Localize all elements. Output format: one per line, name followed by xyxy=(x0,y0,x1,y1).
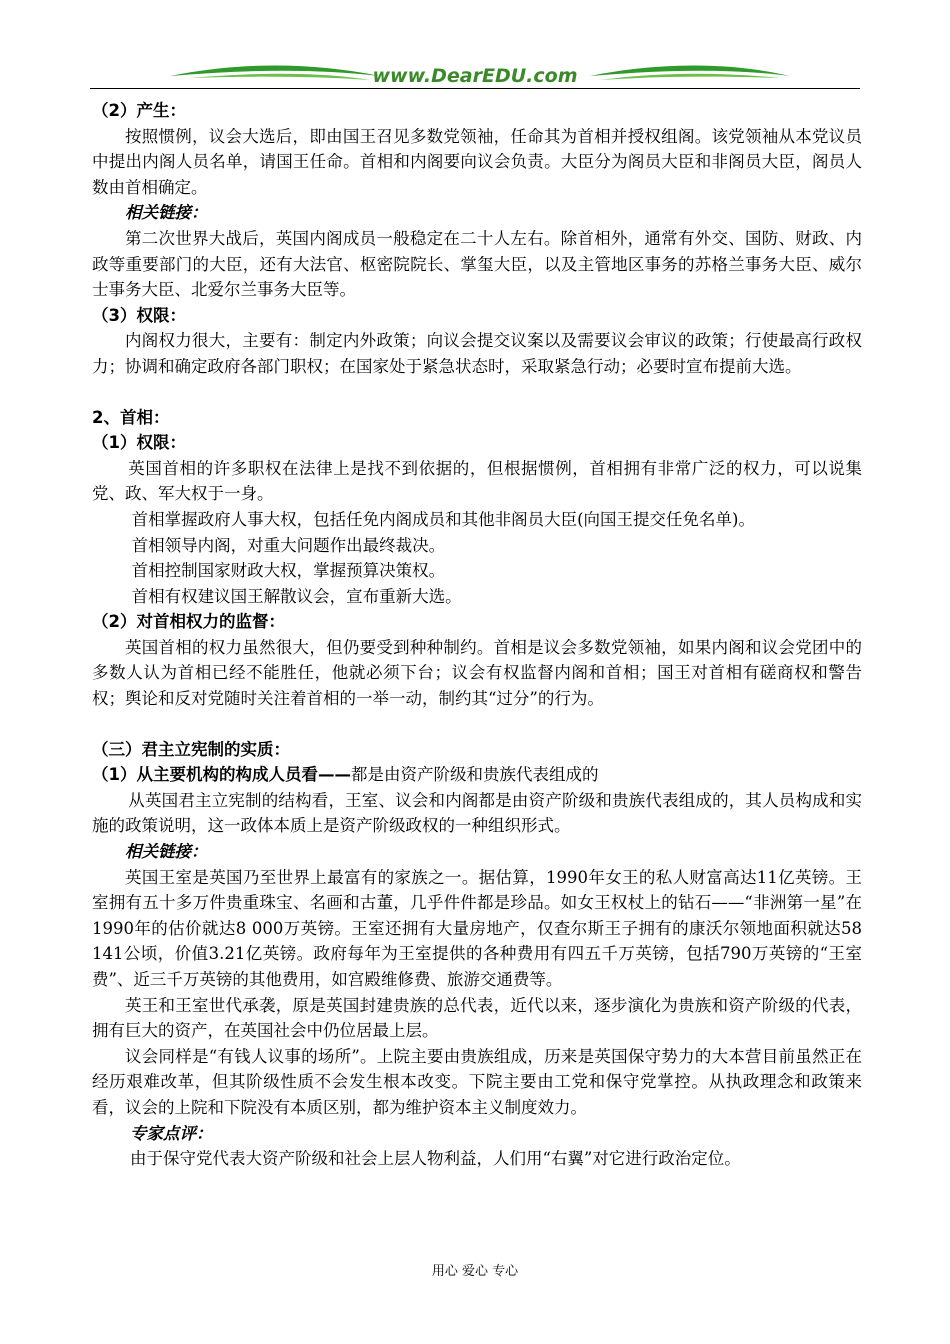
related-link-label: 相关链接： xyxy=(125,203,208,223)
list-item: 首相控制国家财政大权，掌握预算决策权。 xyxy=(131,561,446,581)
site-header-banner xyxy=(90,58,860,98)
subsection-heading xyxy=(92,762,862,788)
section-heading: （三）君主立宪制的实质： xyxy=(92,739,290,759)
paragraph: 由于保守党代表大资产阶级和社会上层人物利益，人们用“右翼”对它进行政治定位。 xyxy=(129,1149,741,1169)
paragraph: 按照惯例，议会大选后，即由国王召见多数党领袖，任命其为首相并授权组阁。该党领袖从本党议员中提出内阁人员名单，请国王任命。首相和内阁要向议会负责。大臣分为阁员大臣和非阁员大臣，阁员人数由首相确定。 xyxy=(92,126,862,197)
section-heading: 2、首相： xyxy=(92,407,170,427)
subsection-heading-rest: 都是由资产阶级和贵族代表组成的 xyxy=(350,765,599,785)
list-item: 首相领导内阁，对重大问题作出最终裁决。 xyxy=(131,535,446,555)
related-link-label: 相关链接： xyxy=(125,842,208,862)
subsection-heading-bold: （1）从主要机构的构成人员看—— xyxy=(92,765,351,785)
paragraph: 议会同样是“有钱人议事的场所”。上院主要由贵族组成，历来是英国保守势力的大本营目前虽然正在经历艰难改革，但其阶级性质不会发生根本改变。下院主要由工党和保守党掌控。从执政理念和政策来看，议会的上院和下院没有本质区别，都为维护资本主义制度效力。 xyxy=(92,1046,862,1117)
list-item: 首相掌握政府人事大权，包括任免内阁成员和其他非阁员大臣(向国王提交任免名单)。 xyxy=(131,509,755,529)
section-heading: （3）权限： xyxy=(92,305,186,325)
paragraph: 第二次世界大战后，英国内阁成员一般稳定在二十人左右。除首相外，通常有外交、国防、财政、内政等重要部门的大臣，还有大法官、枢密院院长、掌玺大臣，以及主管地区事务的苏格兰事务大臣、威尔士事务大臣、北爱尔兰事务大臣等。 xyxy=(92,228,862,300)
expert-comment-label: 专家点评： xyxy=(129,1123,213,1143)
paragraph: 英王和王室世代承袭，原是英国封建贵族的总代表，近代以来，逐步演化为贵族和资产阶级的代表，拥有巨大的资产，在英国社会中仍位居最上层。 xyxy=(92,995,862,1041)
header-rule xyxy=(90,88,860,89)
subsection-heading: （1）权限： xyxy=(92,433,186,453)
paragraph: 从英国君主立宪制的结构看，王室、议会和内阁都是由资产阶级和贵族代表组成的，其人员构成和实施的政策说明，这一政体本质上是资产阶级政权的一种组织形式。 xyxy=(92,790,862,836)
paragraph: 英国首相的许多职权在法律上是找不到依据的，但根据惯例，首相拥有非常广泛的权力，可以说集党、政、军大权于一身。 xyxy=(92,458,862,504)
paragraph: 英国王室是英国乃至世界上最富有的家族之一。据估算，1990年女王的私人财富高达11亿英镑。王室拥有五十多万件贵重珠宝、名画和古董，几乎件件都是珍品。如女王权杖上的钻石——“非洲第一星”在1990年的估价就达8 000万英镑。王室还拥有大量房地产，仅查尔斯王子拥有的康沃尔领地面积就达58 141公顷，价值3.21亿英镑。政府每年为王室提供的各种费用有四五千万英镑，包括790万英镑的“王室费”、近三千万英镑的其他费用，如宫殿维修费、旅游交通费等。 xyxy=(92,867,862,989)
paragraph: 英国首相的权力虽然很大，但仍要受到种种制约。首相是议会多数党领袖，如果内阁和议会党团中的多数人认为首相已经不能胜任，他就必须下台；议会有权监督内阁和首相；国王对首相有磋商权和警告权；舆论和反对党随时关注着首相的一举一动，制约其“过分”的行为。 xyxy=(92,637,862,709)
document-body xyxy=(92,98,862,1172)
site-name: www.DearEDU.com xyxy=(372,65,578,87)
header-swoosh-graphic xyxy=(90,58,860,90)
subsection-heading: （2）对首相权力的监督： xyxy=(92,612,285,632)
page-footer: 用心 爱心 专心 xyxy=(431,1264,519,1279)
list-item: 首相有权建议国王解散议会，宣布重新大选。 xyxy=(131,586,462,606)
paragraph: 内阁权力很大，主要有：制定内外政策；向议会提交议案以及需要议会审议的政策；行使最高行政权力；协调和确定政府各部门职权；在国家处于紧急状态时，采取紧急行动；必要时宣布提前大选。 xyxy=(92,331,862,376)
section-heading: （2）产生： xyxy=(92,101,186,120)
